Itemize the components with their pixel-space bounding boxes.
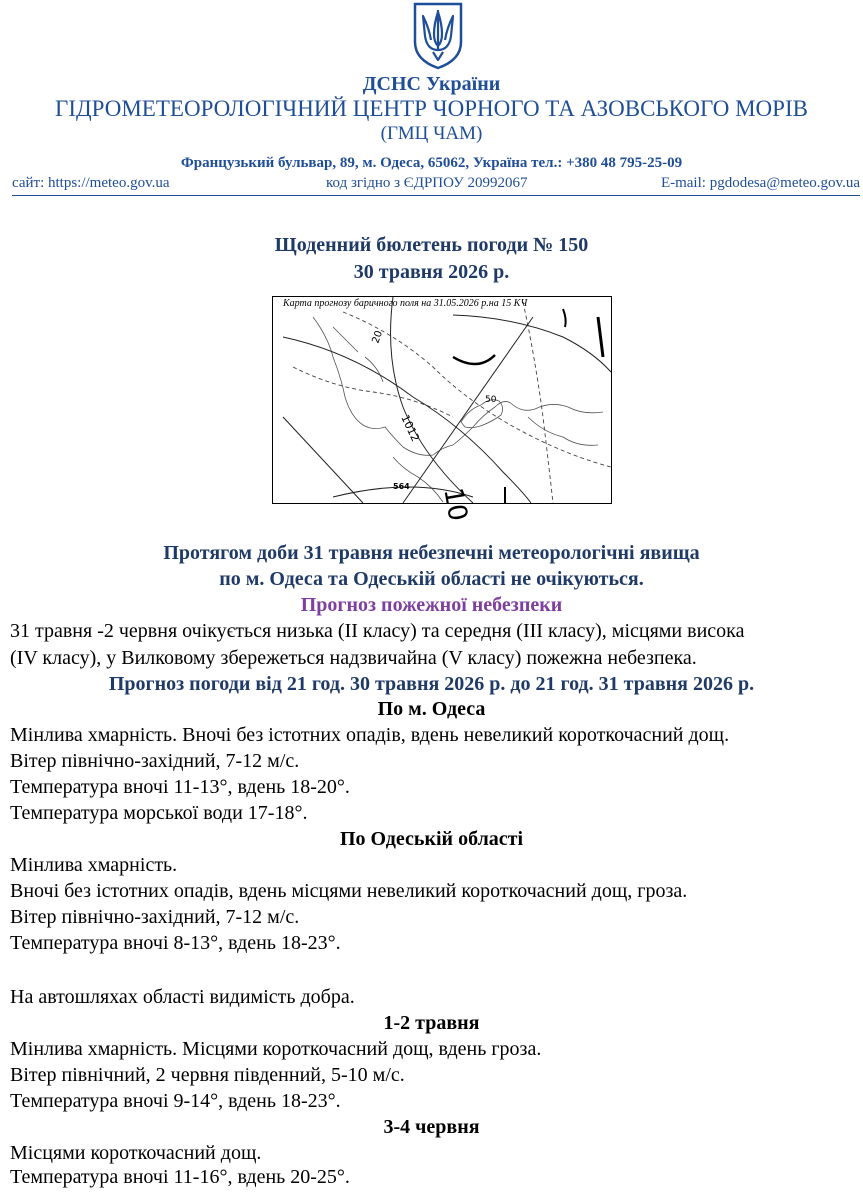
odesa-line: Температура вночі 11-13°, вдень 18-20°.: [10, 776, 350, 798]
period-1-line: Температура вночі 9-14°, вдень 18-23°.: [10, 1090, 341, 1112]
org-name: ДСНС України: [362, 73, 501, 95]
map-label-10: 10: [437, 485, 473, 524]
odesa-line: Мінлива хмарність. Вночі без істотних опадів, вдень невеликий короткочасний дощ.: [10, 724, 730, 746]
region-line: Температура вночі 8-13°, вдень 18-23°.: [10, 932, 341, 954]
roads-visibility: На автошляхах області видимість добра.: [10, 986, 355, 1008]
edrpou-code: код згідно з ЄДРПОУ 20992067: [326, 175, 528, 191]
fire-danger-text-1: 31 травня -2 червня очікується низька (ІІ класу) та середня (ІІІ класу), місцями висока: [10, 620, 745, 642]
trident-emblem-icon: [411, 2, 465, 70]
period-1-heading: 1-2 травня: [383, 1012, 480, 1034]
bulletin-date: 30 травня 2026 р.: [353, 261, 510, 283]
forecast-heading: Прогноз погоди від 21 год. 30 травня 2026 р. до 21 год. 31 травня 2026 р.: [108, 673, 755, 695]
fire-danger-heading: Прогноз пожежної небезпеки: [300, 594, 563, 616]
map-label-20: 20: [370, 329, 386, 346]
region-line: Мінлива хмарність.: [10, 854, 178, 876]
map-label-50: 50: [485, 395, 497, 405]
odesa-line: Вітер північно-західний, 7-12 м/с.: [10, 750, 300, 772]
period-2-heading: 3-4 червня: [383, 1116, 480, 1138]
org-abbreviation: (ГМЦ ЧАМ): [380, 123, 483, 144]
fire-danger-text-2: (IV класу), у Вилковому збережеться надзвичайна (V класу) пожежна небезпека.: [10, 647, 697, 669]
period-1-line: Мінлива хмарність. Місцями короткочасний дощ, вдень гроза.: [10, 1038, 542, 1060]
org-center-name: ГІДРОМЕТЕОРОЛОГІЧНИЙ ЦЕНТР ЧОРНОГО ТА АЗОВСЬКОГО МОРІВ: [55, 96, 808, 121]
bulletin-title: Щоденний бюлетень погоди № 150: [274, 234, 589, 256]
region-line: Вночі без істотних опадів, вдень місцями невеликий короткочасний дощ, гроза.: [10, 880, 688, 902]
odesa-line: Температура морської води 17-18°.: [10, 802, 308, 824]
map-label-1012: 1012: [398, 412, 422, 444]
alert-line-2: по м. Одеса та Одеській області не очікуються.: [219, 568, 644, 590]
map-drawing: [273, 297, 611, 524]
site-link[interactable]: сайт: https://meteo.gov.ua: [12, 175, 170, 191]
email-link[interactable]: E-mail: pgdodesa@meteo.gov.ua: [660, 175, 860, 191]
org-address: Французький бульвар, 89, м. Одеса, 65062, Україна тел.: +380 48 795-25-09: [180, 155, 683, 171]
period-2-line: Температура вночі 11-16°, вдень 20-25°.: [10, 1166, 350, 1188]
odesa-heading: По м. Одеса: [377, 698, 486, 720]
alert-line-1: Протягом доби 31 травня небезпечні метеорологічні явища: [163, 542, 700, 564]
region-heading: По Одеській області: [339, 828, 524, 850]
period-2-line: Місцями короткочасний дощ.: [10, 1142, 262, 1164]
pressure-forecast-map: [272, 296, 612, 524]
map-caption: Карта прогнозу баричного поля на 31.05.2026 р.на 15 КЧ: [283, 298, 528, 309]
contacts-line: [12, 175, 860, 196]
period-1-line: Вітер північний, 2 червня південний, 5-10 м/с.: [10, 1064, 405, 1086]
map-label-564: 564: [393, 482, 410, 491]
region-line: Вітер північно-західний, 7-12 м/с.: [10, 906, 300, 928]
